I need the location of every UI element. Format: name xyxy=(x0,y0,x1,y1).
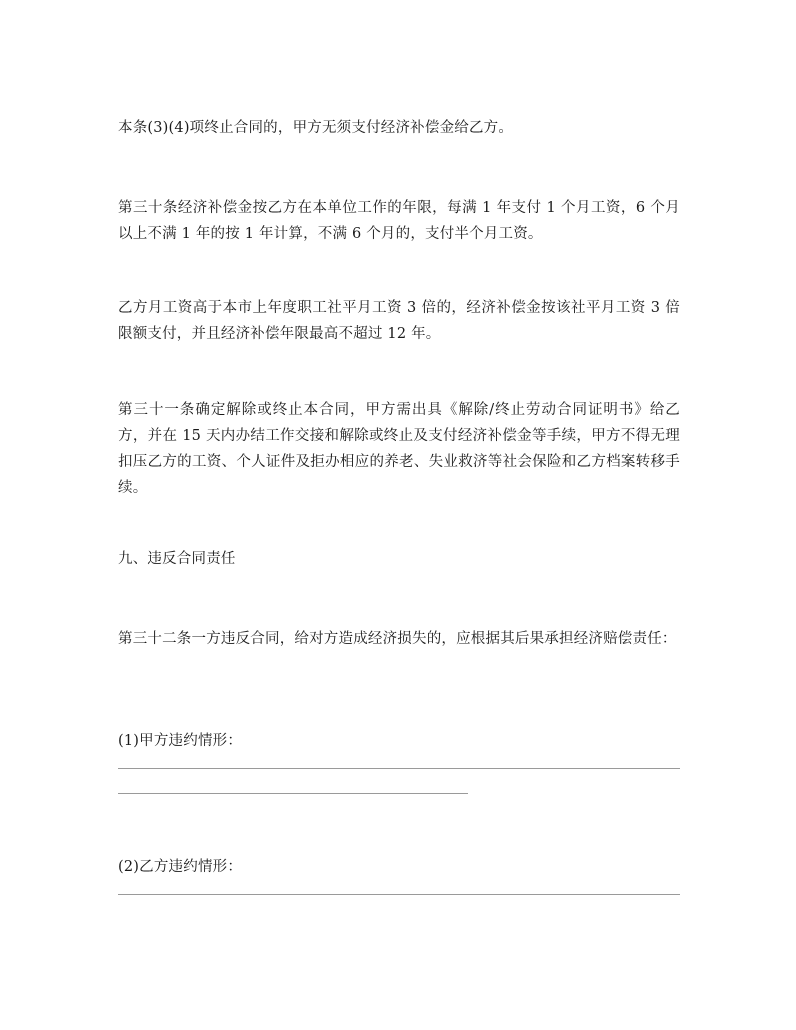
party-b-breach-label: (2)乙方违约情形： xyxy=(118,859,243,875)
paragraph-article-31: 第三十一条确定解除或终止本合同，甲方需出具《解除/终止劳动合同证明书》给乙方，并在 15 天内办结工作交接和解除或终止及支付经济补偿金等手续，甲方不得无理扣压乙方的工资、个人证件及拒办相应的养老、失业救济等社会保险和乙方档案转移手续。 xyxy=(118,402,680,496)
paragraph-salary-cap: 乙方月工资高于本市上年度职工社平月工资 3 倍的，经济补偿金按该社平月工资 3 倍限额支付，并且经济补偿年限最高不超过 12 年。 xyxy=(118,300,680,342)
section-heading-breach-liability: 九、违反合同责任 xyxy=(118,551,236,567)
party-a-blank-line-2 xyxy=(118,793,468,794)
paragraph-article-30: 第三十条经济补偿金按乙方在本单位工作的年限，每满 1 年支付 1 个月工资，6 个月以上不满 1 年的按 1 年计算，不满 6 个月的，支付半个月工资。 xyxy=(118,200,680,242)
party-a-blank-line-1 xyxy=(118,768,680,769)
paragraph-article-32: 第三十二条一方违反合同，给对方造成经济损失的，应根据其后果承担经济赔偿责任： xyxy=(118,631,677,647)
party-a-breach-label: (1)甲方违约情形： xyxy=(118,733,243,749)
paragraph-termination-no-compensation: 本条(3)(4)项终止合同的，甲方无须支付经济补偿金给乙方。 xyxy=(118,120,514,136)
party-b-blank-line-1 xyxy=(118,894,680,895)
